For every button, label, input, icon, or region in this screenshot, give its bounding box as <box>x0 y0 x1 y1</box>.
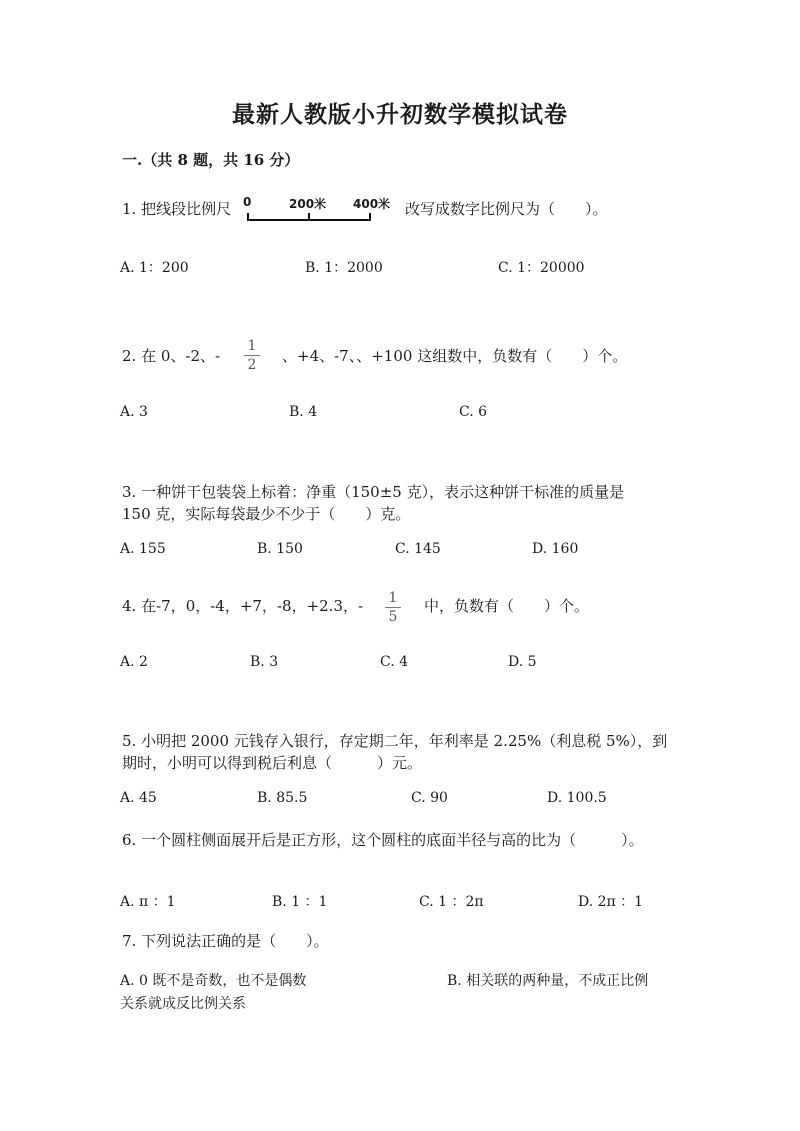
option-a: A. 45 <box>120 790 157 806</box>
fraction <box>244 338 260 373</box>
scale-tick <box>247 213 249 221</box>
option-b: B. 1 ：1 <box>272 894 328 910</box>
option-b-continuation: 关系就成反比例关系 <box>120 996 246 1012</box>
option-c: C. 4 <box>380 654 409 670</box>
option-b: B. 85.5 <box>257 790 308 806</box>
option-b: B. 150 <box>257 541 303 557</box>
question-5-line-1: 5. 小明把 2000 元钱存入银行，存定期二年，年利率是 2.25%（利息税 5%），到 <box>122 732 668 750</box>
fraction-denominator: 5 <box>388 609 398 625</box>
question-4-prefix: 4. 在-7，0，-4，+7，-8，+2.3，- <box>122 597 364 615</box>
question-7-text: 7. 下列说法正确的是（ ）。 <box>122 932 329 950</box>
question-6-text: 6. 一个圆柱侧面展开后是正方形，这个圆柱的底面半径与高的比为（ ）。 <box>122 831 644 849</box>
option-b: B. 相关联的两种量，不成正比例 <box>447 973 649 989</box>
option-a: A. 155 <box>120 541 166 557</box>
question-2-suffix: 、+4、-7、、+100 这组数中，负数有（ ）个。 <box>282 347 628 365</box>
option-d: D. 2π ：1 <box>578 894 644 910</box>
option-d: D. 100.5 <box>547 790 607 806</box>
fraction-numerator: 1 <box>388 590 398 606</box>
scale-tick-label: 400米 <box>353 197 391 211</box>
scale-tick <box>308 213 310 221</box>
page-title: 最新人教版小升初数学模拟试卷 <box>232 101 568 128</box>
option-b: B. 1：2000 <box>305 260 383 276</box>
option-b: B. 3 <box>250 654 279 670</box>
question-2-prefix: 2. 在 0、-2、- <box>122 347 221 365</box>
option-a: A. 2 <box>120 654 148 670</box>
option-b: B. 4 <box>289 404 318 420</box>
option-c: C. 1 ：2π <box>419 894 484 910</box>
question-4-suffix: 中，负数有（ ）个。 <box>424 597 590 615</box>
question-3-line-2: 150 克，实际每袋最少不少于（ ）克。 <box>122 505 411 523</box>
section-header: 一.（共 8 题，共 16 分） <box>122 151 300 169</box>
option-c: C. 145 <box>395 541 441 557</box>
option-a: A. 0 既不是奇数，也不是偶数 <box>120 973 307 989</box>
fraction-bar <box>385 607 401 608</box>
fraction-denominator: 2 <box>247 357 257 373</box>
question-3-line-1: 3. 一种饼干包装袋上标着：净重（150±5 克），表示这种饼干标准的质量是 <box>122 483 625 501</box>
option-a: A. 1：200 <box>120 260 189 276</box>
fraction-numerator: 1 <box>247 338 257 354</box>
option-c: C. 90 <box>411 790 448 806</box>
fraction-bar <box>244 355 260 356</box>
option-a: A. π ：1 <box>120 894 176 910</box>
scale-tick-label: 0 <box>243 195 252 209</box>
fraction <box>385 590 401 625</box>
question-5-line-2: 期时，小明可以得到税后利息（ ）元。 <box>122 754 423 772</box>
option-d: D. 160 <box>532 541 579 557</box>
question-1-prefix: 1. 把线段比例尺 <box>122 200 232 218</box>
scale-tick-label: 200米 <box>289 197 327 211</box>
option-c: C. 1：20000 <box>498 260 585 276</box>
option-c: C. 6 <box>459 404 488 420</box>
question-1-suffix: 改写成数字比例尺为（ ）。 <box>405 200 608 218</box>
scale-tick <box>369 213 371 221</box>
option-a: A. 3 <box>120 404 148 420</box>
option-d: D. 5 <box>508 654 537 670</box>
